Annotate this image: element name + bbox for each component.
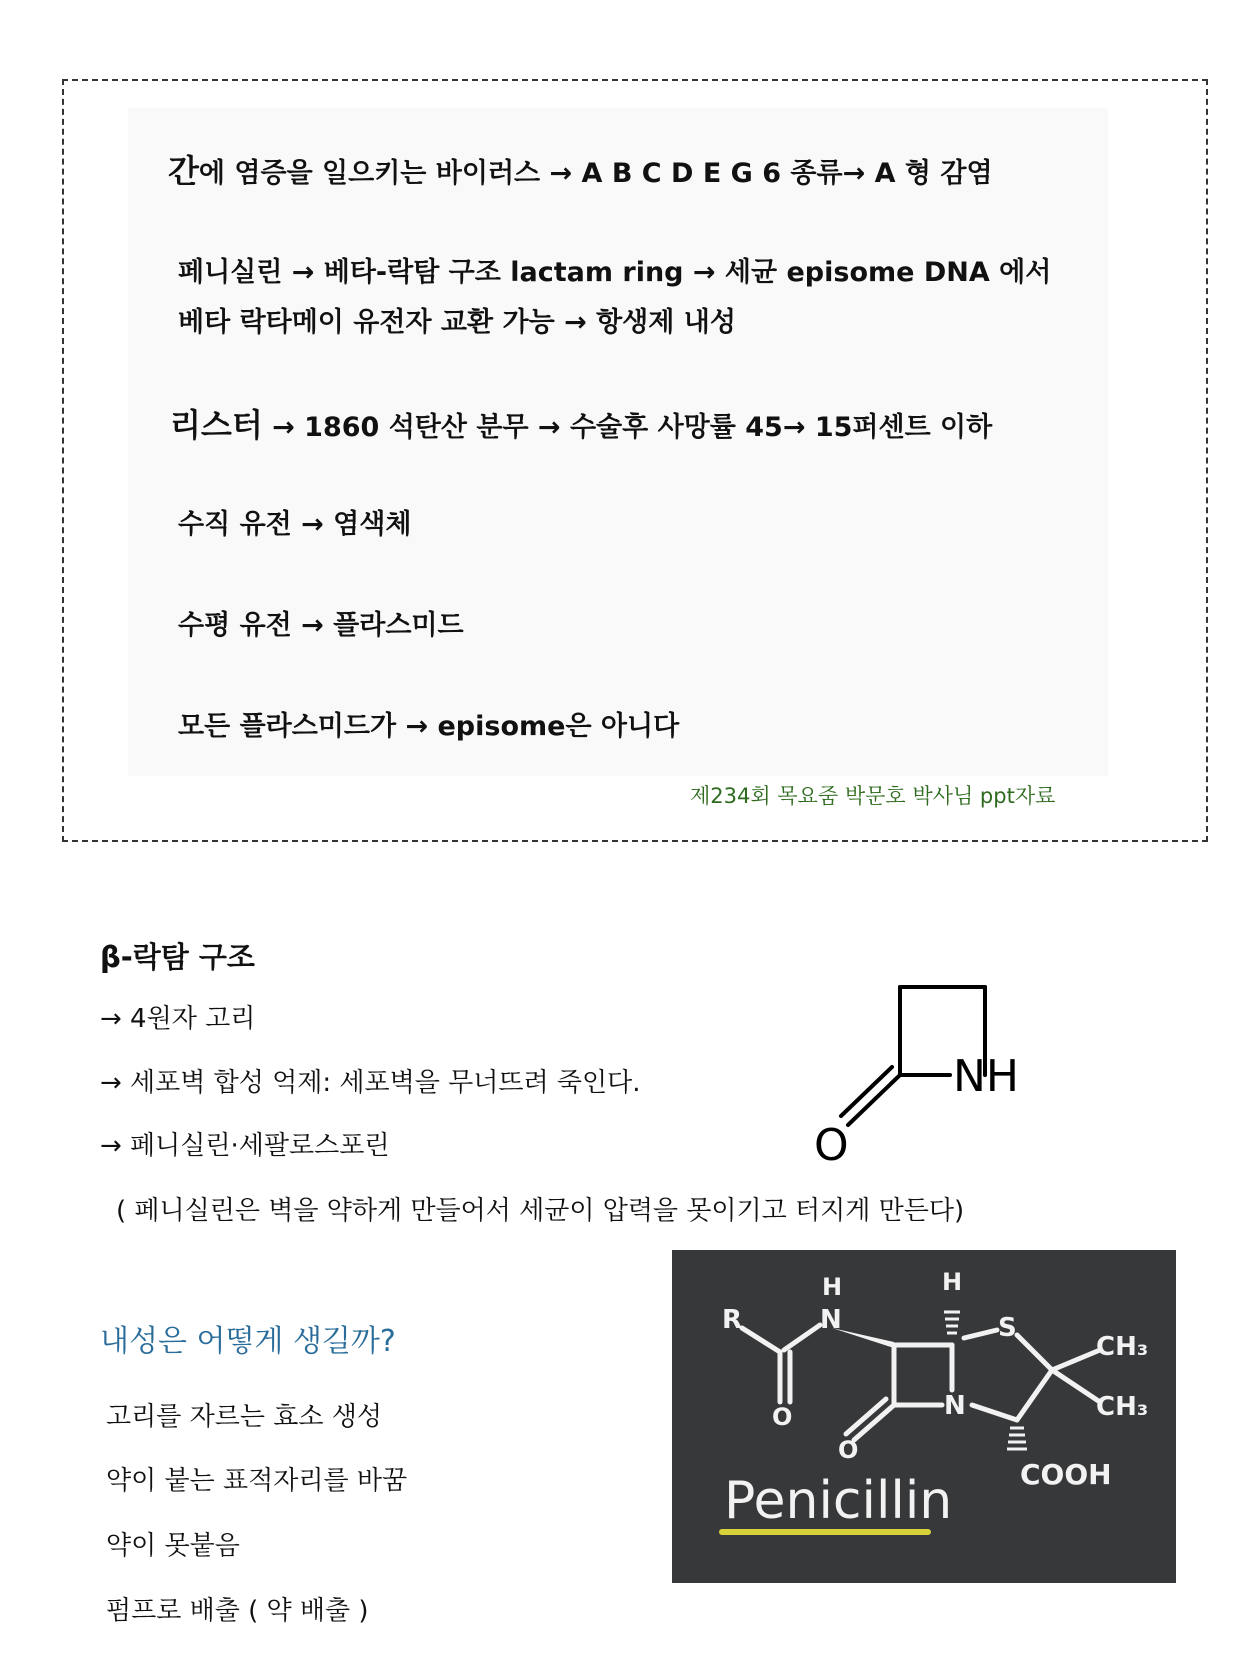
section-title: β-락탐 구조 xyxy=(100,940,255,974)
list-item: 약이 붙는 표적자리를 바꿈 xyxy=(106,1466,408,1496)
r-label: R xyxy=(722,1305,743,1335)
n-label: N xyxy=(944,1391,966,1421)
h-label: H xyxy=(942,1268,963,1296)
list-item: 펌프로 배출 ( 약 배출 ) xyxy=(106,1596,369,1626)
h-label: H xyxy=(822,1273,843,1301)
ch3-label: CH₃ xyxy=(1096,1392,1149,1422)
penicillin-chalkboard-image xyxy=(672,1250,1176,1583)
ch3-label: CH₃ xyxy=(1096,1332,1149,1362)
s-label: S xyxy=(998,1313,1017,1343)
slide-line-6: 수평 유전 → 플라스미드 xyxy=(178,610,464,641)
slide-line-3: 베타 락타메이 유전자 교환 가능 → 항생제 내성 xyxy=(178,307,736,338)
o-label: O xyxy=(772,1403,793,1431)
oxygen-label: O xyxy=(814,1120,849,1170)
list-item: 고리를 자르는 효소 생성 xyxy=(106,1402,382,1432)
nh-label: NH xyxy=(953,1051,1019,1102)
note-text: ( 페니실린은 벽을 약하게 만들어서 세균이 압력을 못이기고 터지게 만든다) xyxy=(116,1196,965,1226)
slide-line-4: 리스터 → 1860 석탄산 분무 → 수술후 사망률 45→ 15퍼센트 이하 xyxy=(170,406,993,444)
cooh-label: COOH xyxy=(1020,1458,1112,1491)
list-item: → 세포벽 합성 억제: 세포벽을 무너뜨려 죽인다. xyxy=(100,1068,641,1098)
slide-line-5: 수직 유전 → 염색체 xyxy=(178,509,412,540)
o-label: O xyxy=(838,1436,859,1464)
n-label: N xyxy=(820,1305,842,1335)
slide-line-7: 모든 플라스미드가 → episome은 아니다 xyxy=(178,711,680,742)
list-item: → 4원자 고리 xyxy=(100,1004,256,1034)
beta-lactam-structure xyxy=(800,975,1070,1170)
slide-line-2: 페니실린 → 베타-락탐 구조 lactam ring → 세균 episome DNA 에서 xyxy=(178,257,1052,288)
slide-line-1: 간에 염증을 일으키는 바이러스 → A B C D E G 6 종류→ A 형 감염 xyxy=(168,152,993,190)
list-item: 약이 못붙음 xyxy=(106,1531,240,1561)
list-item: → 페니실린·세팔로스포린 xyxy=(100,1131,390,1161)
slide-caption: 제234회 목요줌 박문호 박사님 ppt자료 xyxy=(690,784,1056,808)
penicillin-label: Penicillin xyxy=(724,1471,953,1531)
resistance-question: 내성은 어떻게 생길까? xyxy=(100,1324,396,1359)
